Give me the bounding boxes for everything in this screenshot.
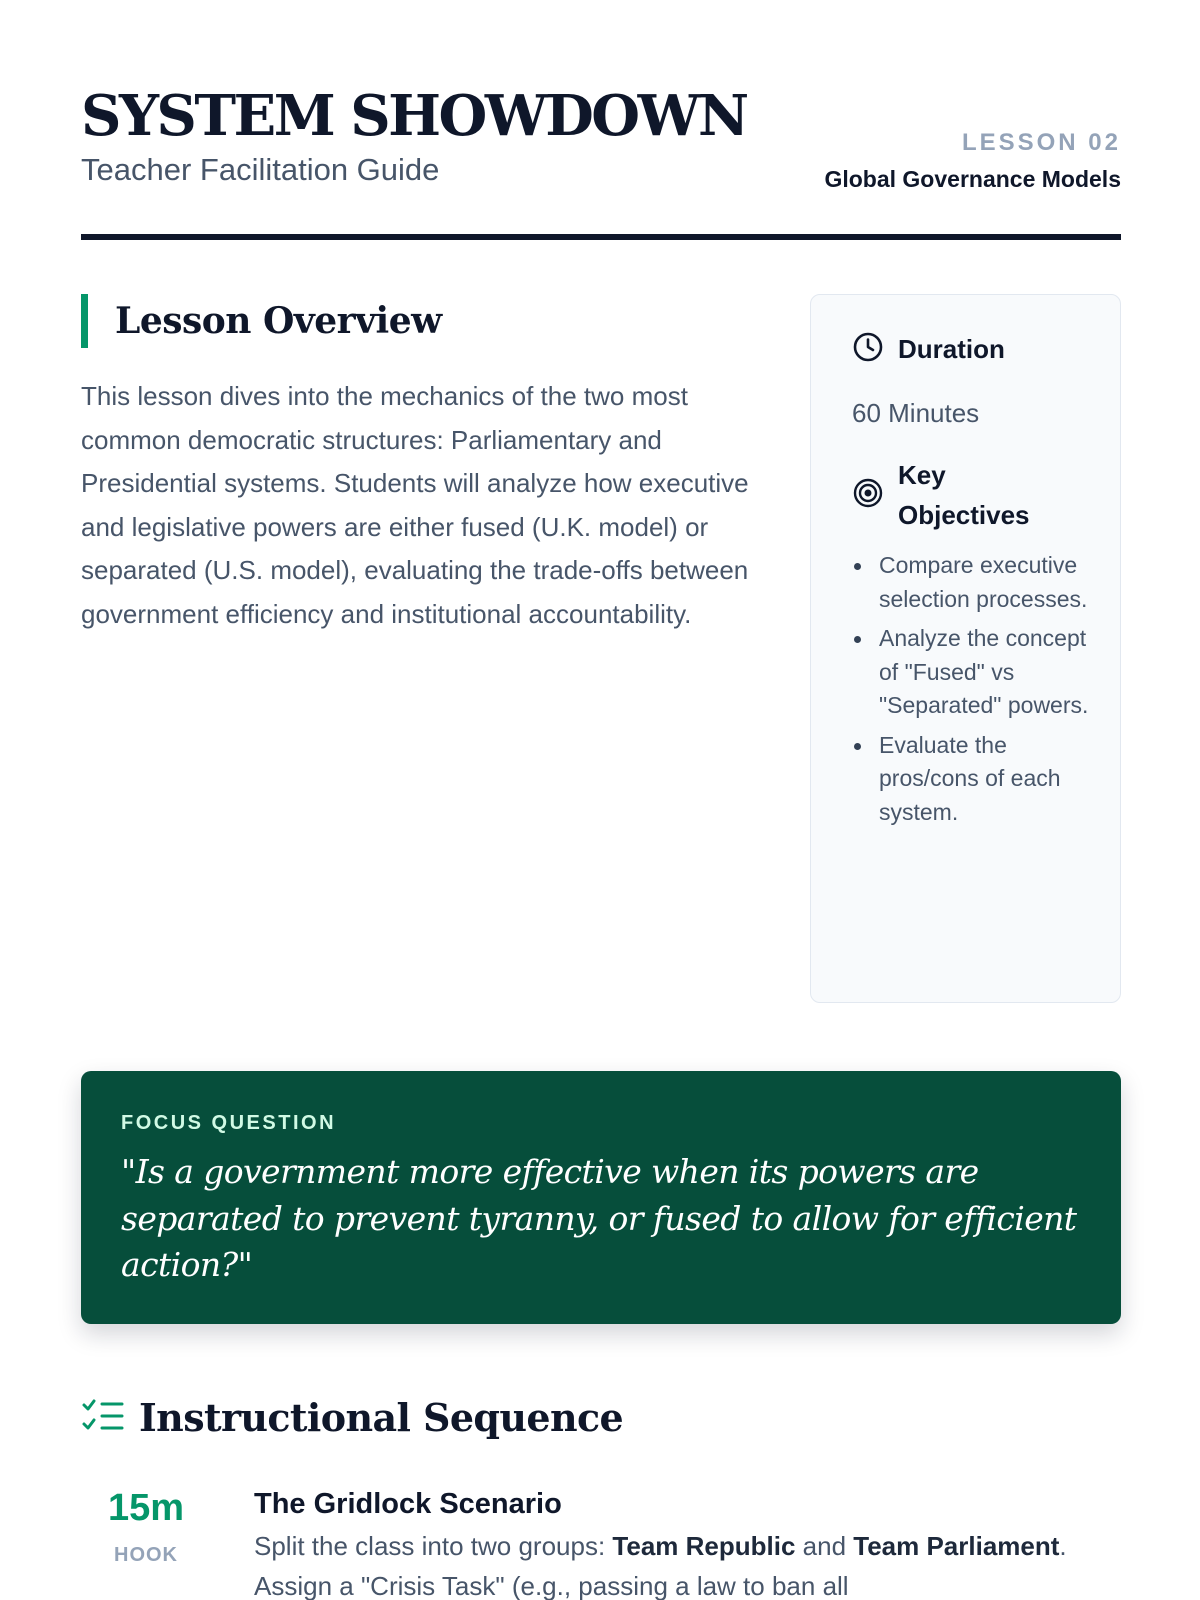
- objectives-list: [852, 549, 1092, 835]
- header: [81, 84, 1121, 240]
- lesson-info: [824, 128, 1121, 194]
- lesson-topic: Global Governance Models: [824, 166, 1121, 192]
- lesson-number: LESSON 02: [961, 129, 1121, 156]
- target-icon: [852, 477, 884, 514]
- list-item: Evaluate the pros/cons of each system.: [852, 729, 1092, 830]
- overview-text: This lesson dives into the mechanics of the two most common democratic structures: Parliamentary and Presidential systems. Students will analyze how executive and legislative powers are either fused (U.K. model) or separated (U.S. model), evaluating the trade-offs between government efficiency and institutional accountability.: [81, 381, 749, 629]
- duration-row: [852, 329, 1005, 369]
- checklist-icon: [81, 1398, 125, 1439]
- step-text-rest: . Assign a "Crisis Task" (e.g., passing a law to ban all: [254, 1531, 1067, 1600]
- step-title: The Gridlock Scenario: [254, 1488, 562, 1520]
- focus-question-box: [81, 1071, 1121, 1324]
- step-text-intro: Split the class into two groups:: [254, 1531, 613, 1561]
- duration-value: 60 Minutes: [852, 398, 980, 428]
- objectives-label-line2: Objectives: [898, 500, 1030, 530]
- sequence-title: Instructional Sequence: [139, 1395, 624, 1440]
- page: [81, 0, 1121, 1600]
- team-a: Team Republic: [612, 1531, 796, 1561]
- lesson-info-card: [810, 294, 1121, 1003]
- team-b: Team Parliament: [853, 1531, 1060, 1561]
- focus-quote: "Is a government more effective when its powers are separated to prevent tyranny, or fused to allow for efficient action?": [121, 1152, 1077, 1284]
- overview-heading: Lesson Overview: [81, 294, 442, 348]
- page-subtitle: Teacher Facilitation Guide: [81, 152, 440, 187]
- list-item: Analyze the concept of "Fused" vs "Separated" powers.: [852, 622, 1092, 723]
- duration-label: Duration: [898, 334, 1005, 364]
- focus-label: FOCUS QUESTION: [121, 1112, 337, 1134]
- objectives-label-line1: Key: [898, 460, 946, 490]
- step-text-and: and: [795, 1531, 854, 1561]
- step-time: 15m: [107, 1487, 185, 1529]
- list-item: Compare executive selection processes.: [852, 549, 1092, 616]
- page-title: SYSTEM SHOWDOWN: [81, 83, 747, 149]
- clock-icon: [852, 331, 884, 368]
- sequence-heading: [81, 1390, 623, 1446]
- objectives-row: [852, 455, 1030, 535]
- step-phase: HOOK: [114, 1544, 178, 1566]
- objectives-label: [898, 455, 1030, 535]
- step-text: [254, 1526, 1114, 1600]
